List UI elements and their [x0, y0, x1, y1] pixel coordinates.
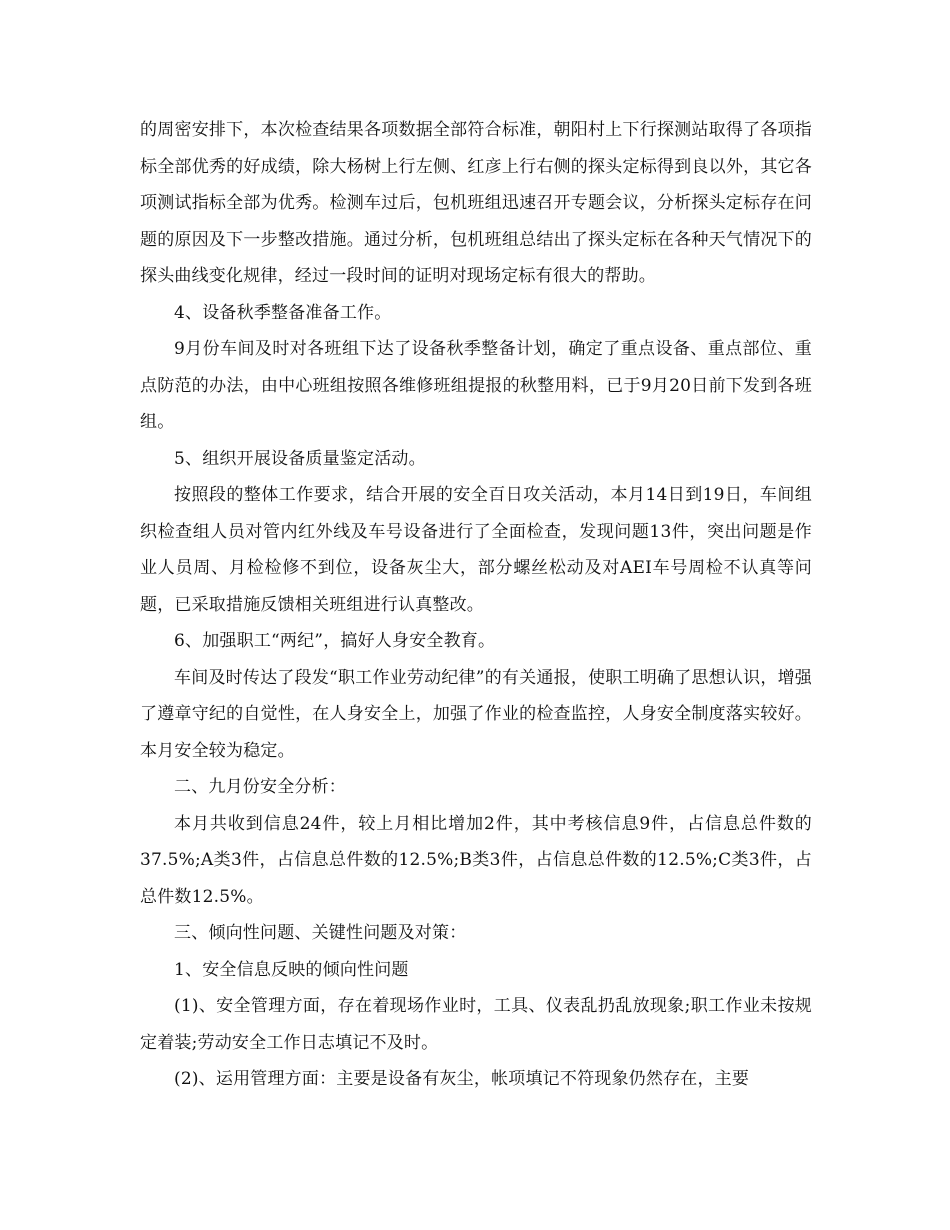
paragraph-safety-management: (1)、安全管理方面，存在着现场作业时，工具、仪表乱扔乱放现象;职工作业未按规定着装;劳动安全工作日志填记不及时。: [140, 996, 812, 1053]
heading-autumn-preparation: 4、设备秋季整备准备工作。: [174, 302, 392, 323]
paragraph-quality-check: 按照段的整体工作要求，结合开展的安全百日攻关活动，本月14日到19日，车间组织检查组人员对管内红外线及车号设备进行了全面检查，发现问题13件，突出问题是作业人员周、月检检修不到位，设备灰尘大，部分螺丝松动及对AEI车号周检不认真等问题，已采取措施反馈相关班组进行认真整改。: [140, 485, 812, 615]
paragraph-inspection-result: 的周密安排下，本次检查结果各项数据全部符合标准，朝阳村上下行探测站取得了各项指标全部优秀的好成绩，除大杨树上行左侧、红彦上行右侧的探头定标得到良以外，其它各项测试指标全部为优秀。检测车过后，包机班组迅速召开专题会议，分析探头定标存在问题的原因及下一步整改措施。通过分析，包机班组总结出了探头定标在各种天气情况下的探头曲线变化规律，经过一段时间的证明对现场定标有很大的帮助。: [140, 120, 812, 286]
heading-safety-analysis: 二、九月份安全分析：: [174, 777, 346, 797]
paragraph-safety-stats: 本月共收到信息24件，较上月相比增加2件，其中考核信息9件，占信息总件数的37.5%;A类3件，占信息总件数的12.5%;B类3件，占信息总件数的12.5%;C类3件，占总件数12.5%。: [140, 813, 812, 907]
paragraph-discipline: 车间及时传达了段发“职工作业劳动纪律”的有关通报，使职工明确了思想认识，增强了遵章守纪的自觉性，在人身安全上，加强了作业的检查监控，人身安全制度落实较好。本月安全较为稳定。: [140, 667, 812, 761]
paragraph-operation-management: (2)、运用管理方面：主要是设备有灰尘，帐项填记不符现象仍然存在，主要: [174, 1069, 750, 1089]
document-body: [140, 112, 812, 1098]
heading-quality-appraisal: 5、组织开展设备质量鉴定活动。: [174, 448, 426, 469]
heading-key-issues: 三、倾向性问题、关键性问题及对策：: [174, 923, 467, 943]
heading-discipline-education: 6、加强职工“两纪”，搞好人身安全教育。: [174, 631, 496, 651]
paragraph-autumn-plan: 9月份车间及时对各班组下达了设备秋季整备计划，确定了重点设备、重点部位、重点防范的办法，由中心班组按照各维修班组提报的秋整用料，已于9月20日前下发到各班组。: [140, 339, 812, 432]
heading-tendency-issues: 1、安全信息反映的倾向性问题: [174, 959, 409, 980]
